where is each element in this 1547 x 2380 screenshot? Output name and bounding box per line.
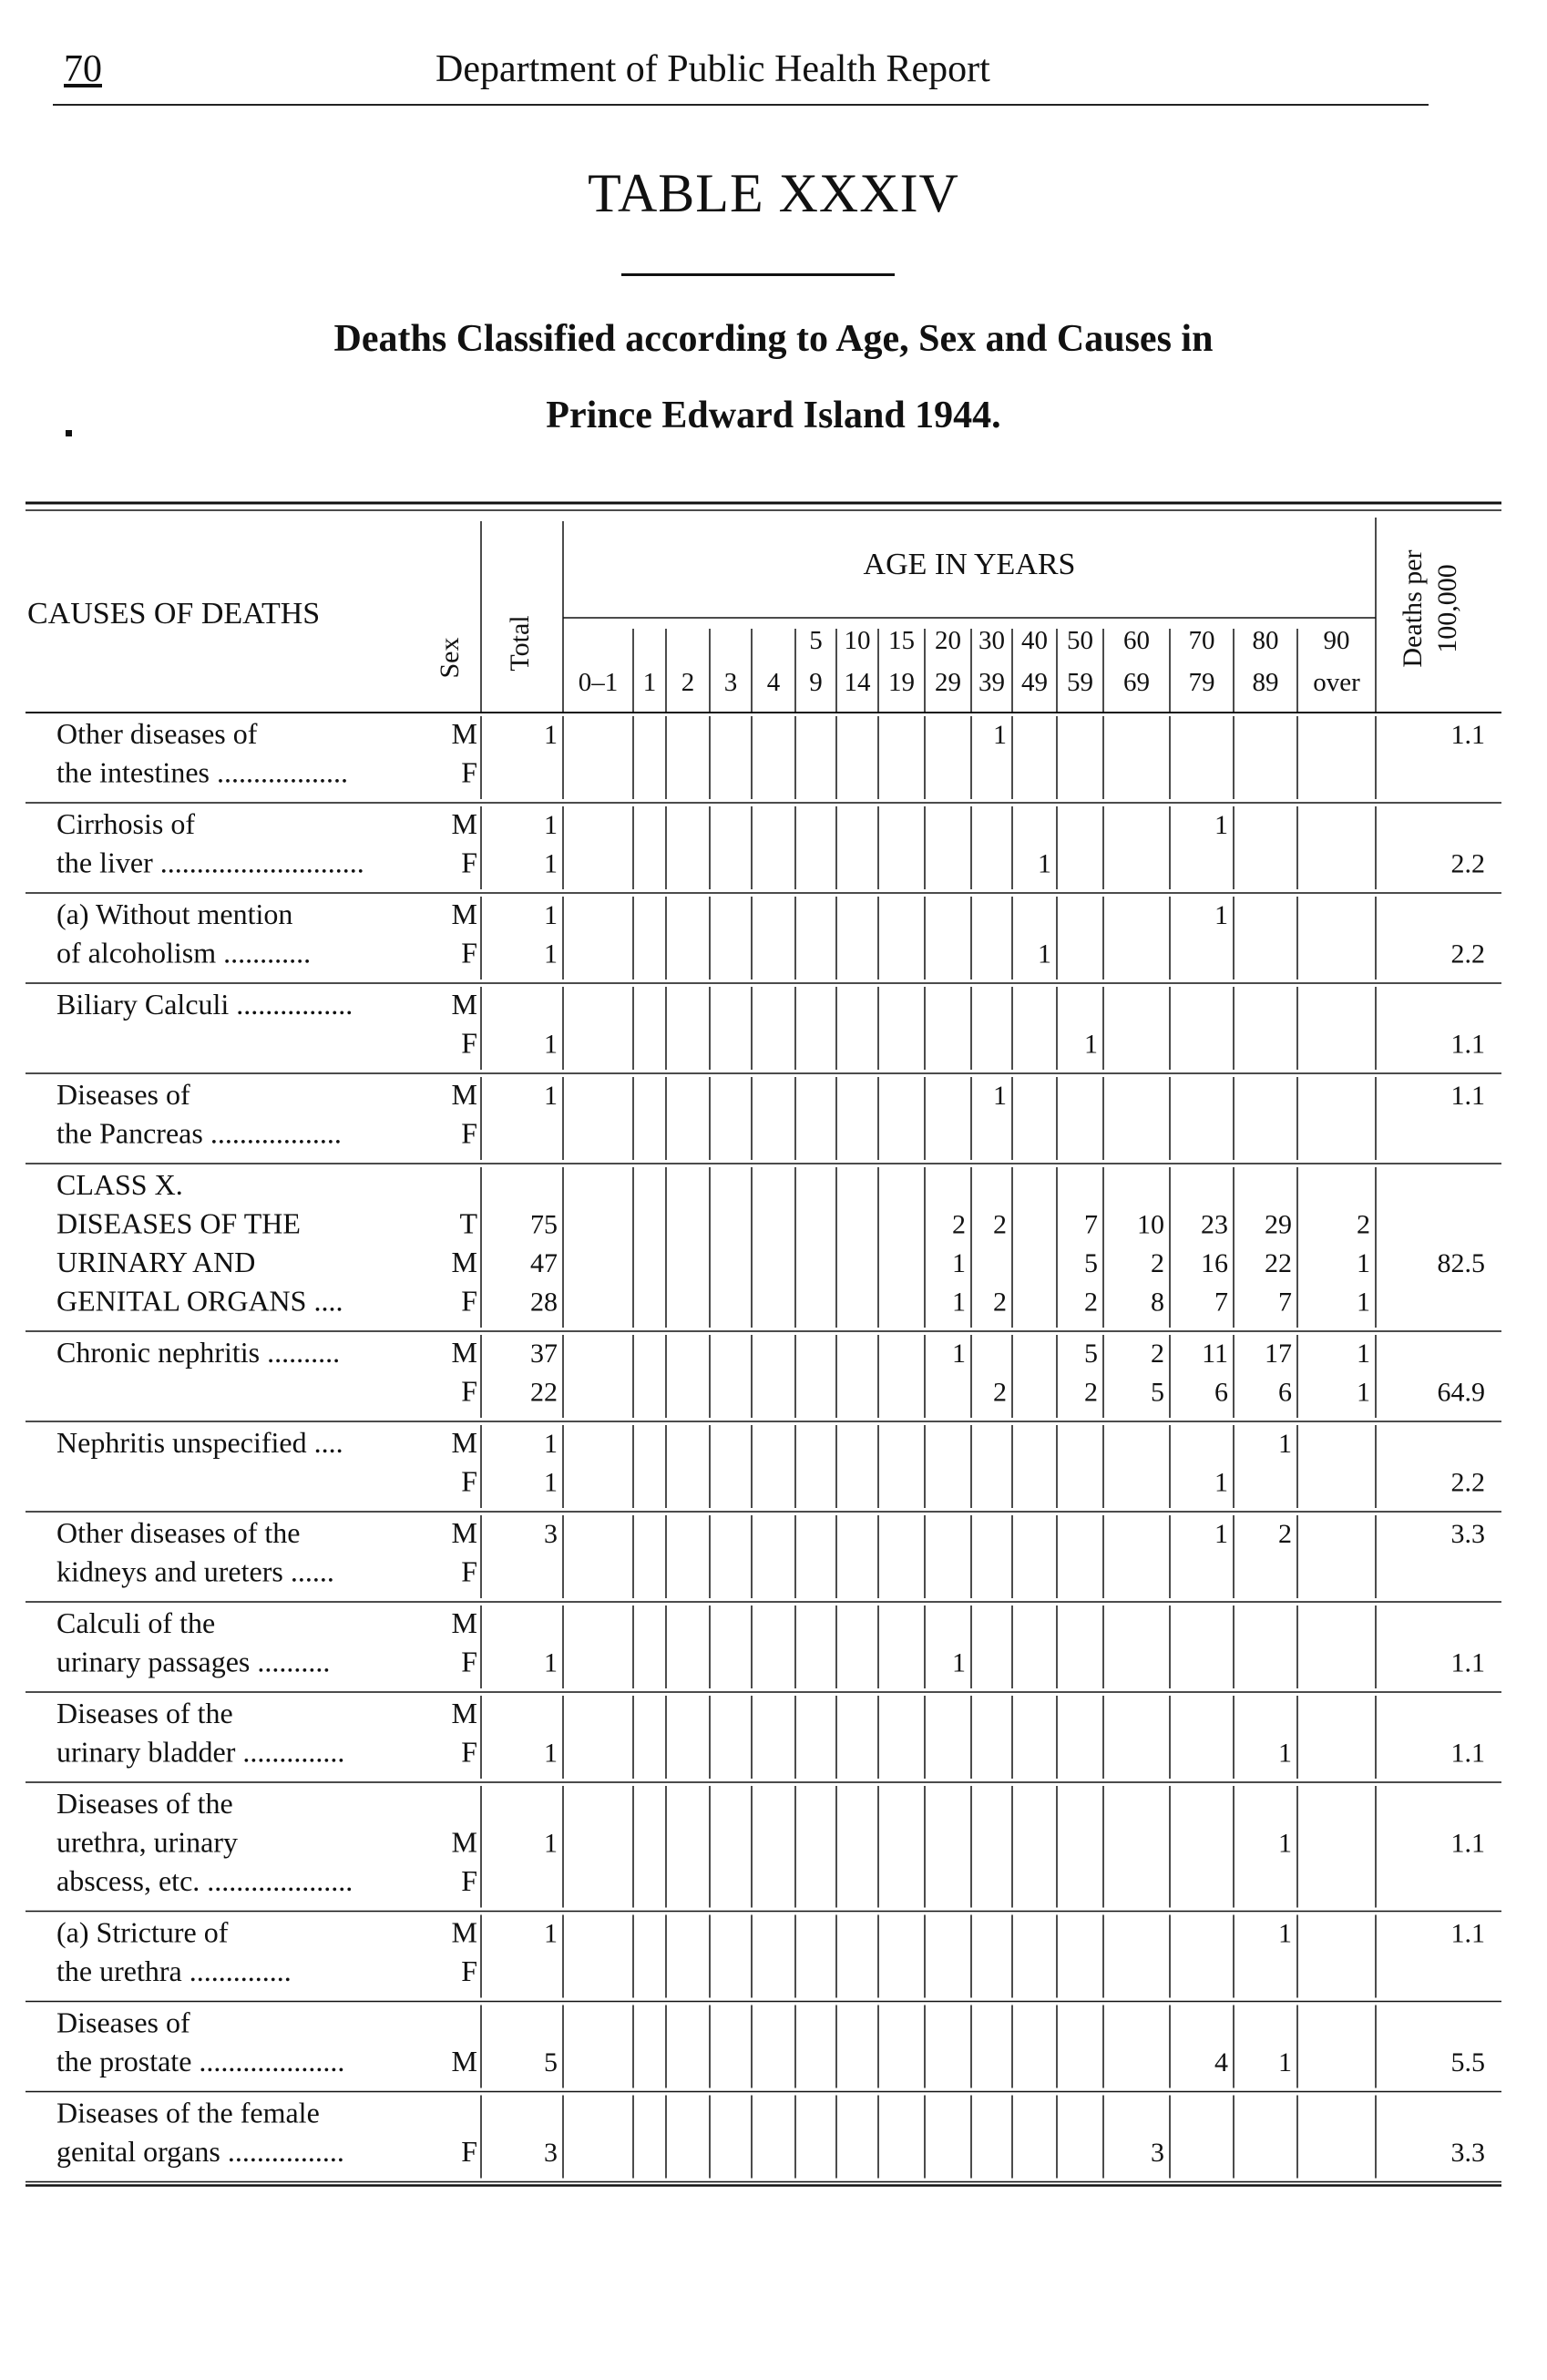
- cause-label: Diseases of the: [56, 1787, 233, 1820]
- age-column-label-bottom: 89: [1252, 668, 1279, 697]
- age-cell-value: 2: [1084, 1287, 1098, 1318]
- sex-value: M: [451, 1078, 477, 1111]
- age-column-label-top: 40: [1021, 626, 1048, 655]
- total-value: 1: [544, 810, 558, 840]
- sex-value: M: [451, 1825, 477, 1859]
- age-cell-value: 1: [1357, 1248, 1370, 1278]
- sex-value: M: [451, 1426, 477, 1459]
- sex-value: F: [461, 1645, 477, 1678]
- age-cell-value: 1: [952, 1287, 966, 1318]
- cause-label: abscess, etc. ....................: [56, 1864, 353, 1897]
- rate-value: 1.1: [1450, 1828, 1485, 1859]
- rate-value: 2.2: [1450, 848, 1485, 879]
- age-column-label-top: 10: [844, 626, 871, 655]
- sex-value: M: [451, 1246, 477, 1278]
- cause-label: CLASS X.: [56, 1168, 183, 1201]
- age-cell-value: 1: [1357, 1287, 1370, 1318]
- cause-label: Diseases of: [56, 2006, 190, 2039]
- total-value: 5: [544, 2047, 558, 2077]
- age-column-label-bottom: 39: [978, 668, 1005, 697]
- age-cell-value: 1: [1278, 1429, 1292, 1459]
- header-rate-line-1: Deaths per: [1398, 549, 1428, 668]
- sex-value: F: [461, 1954, 477, 1987]
- cause-label: Other diseases of the: [56, 1516, 301, 1549]
- age-cell-value: 1: [1038, 848, 1051, 879]
- age-column-label-bottom: 59: [1067, 668, 1093, 697]
- age-cell-value: 2: [1278, 1519, 1292, 1549]
- cause-label: Nephritis unspecified ....: [56, 1426, 343, 1459]
- age-cell-value: 1: [993, 1081, 1007, 1111]
- age-column-label: 0–1: [578, 668, 619, 697]
- age-cell-value: 2: [993, 1287, 1007, 1318]
- total-value: 1: [544, 1029, 558, 1060]
- sex-value: F: [461, 1116, 477, 1150]
- rate-value: 3.3: [1450, 1519, 1485, 1549]
- age-column-label-top: 80: [1252, 626, 1279, 655]
- sex-value: M: [451, 717, 477, 750]
- sex-value: M: [451, 1697, 477, 1729]
- table-title: TABLE XXXIV: [588, 163, 959, 223]
- cause-label: the urethra ..............: [56, 1954, 292, 1987]
- age-column-label-top: 15: [888, 626, 915, 655]
- cause-label: Diseases of the: [56, 1697, 233, 1729]
- age-cell-value: 17: [1265, 1339, 1292, 1369]
- age-cell-value: 1: [1214, 810, 1228, 840]
- rate-value: 82.5: [1437, 1248, 1485, 1278]
- age-column-label-bottom: 9: [809, 668, 823, 697]
- sex-value: F: [461, 1374, 477, 1408]
- total-value: 3: [544, 1519, 558, 1549]
- age-cell-value: 16: [1201, 1248, 1228, 1278]
- age-cell-value: 11: [1202, 1339, 1228, 1369]
- age-column-label-top: 5: [809, 626, 823, 655]
- age-column-label-bottom: over: [1313, 668, 1360, 697]
- age-column-label-bottom: 79: [1188, 668, 1215, 697]
- rate-value: 2.2: [1450, 1467, 1485, 1498]
- rate-value: 64.9: [1437, 1377, 1485, 1408]
- rate-value: 1.1: [1450, 1738, 1485, 1769]
- cause-label: of alcoholism ............: [56, 936, 312, 969]
- total-value: 47: [530, 1248, 558, 1278]
- sex-value: F: [461, 1464, 477, 1498]
- sex-value: F: [461, 936, 477, 969]
- age-cell-value: 2: [1084, 1377, 1098, 1408]
- age-cell-value: 6: [1278, 1377, 1292, 1408]
- age-cell-value: 10: [1137, 1209, 1164, 1240]
- rate-value: 2.2: [1450, 939, 1485, 969]
- age-column-label-bottom: 49: [1021, 668, 1048, 697]
- cause-label: genital organs ................: [56, 2135, 344, 2168]
- age-column-label-top: 70: [1188, 626, 1215, 655]
- cause-label: Calculi of the: [56, 1606, 216, 1639]
- total-value: 28: [530, 1287, 558, 1318]
- age-cell-value: 23: [1201, 1209, 1228, 1240]
- age-column-label: 1: [642, 668, 657, 697]
- subtitle-line-1: Deaths Classified according to Age, Sex and Causes in: [333, 318, 1214, 360]
- cause-label: (a) Without mention: [56, 898, 293, 930]
- sex-value: F: [461, 1284, 477, 1318]
- age-cell-value: 1: [1278, 1828, 1292, 1859]
- age-cell-value: 1: [993, 720, 1007, 750]
- total-value: 3: [544, 2138, 558, 2168]
- running-title: Department of Public Health Report: [435, 48, 990, 90]
- age-cell-value: 2: [1357, 1209, 1370, 1240]
- age-cell-value: 2: [993, 1377, 1007, 1408]
- age-column-label-top: 30: [978, 626, 1005, 655]
- cause-label: URINARY AND: [56, 1246, 256, 1278]
- total-value: 1: [544, 1738, 558, 1769]
- age-cell-value: 1: [952, 1248, 966, 1278]
- age-cell-value: 1: [1278, 1738, 1292, 1769]
- header-sex: Sex: [435, 637, 465, 679]
- age-column-label-bottom: 69: [1123, 668, 1150, 697]
- page-number: 70: [64, 48, 102, 90]
- sex-value: F: [461, 846, 477, 879]
- subtitle-line-2: Prince Edward Island 1944.: [546, 395, 1001, 436]
- age-cell-value: 7: [1278, 1287, 1292, 1318]
- cause-label: Diseases of: [56, 1078, 190, 1111]
- age-column-label-top: 90: [1323, 626, 1350, 655]
- sex-value: F: [461, 1735, 477, 1769]
- age-cell-value: 5: [1084, 1339, 1098, 1369]
- age-cell-value: 1: [1214, 1467, 1228, 1498]
- age-column-label-bottom: 29: [935, 668, 961, 697]
- sex-value: M: [451, 807, 477, 840]
- total-value: 1: [544, 720, 558, 750]
- cause-label: GENITAL ORGANS ....: [56, 1284, 343, 1318]
- age-cell-value: 2: [1151, 1248, 1164, 1278]
- cause-label: Cirrhosis of: [56, 807, 195, 840]
- age-cell-value: 1: [1357, 1339, 1370, 1369]
- rate-value: 3.3: [1450, 2138, 1485, 2168]
- age-cell-value: 6: [1214, 1377, 1228, 1408]
- age-cell-value: 1: [1278, 2047, 1292, 2077]
- cause-label: urethra, urinary: [56, 1825, 239, 1859]
- age-cell-value: 1: [952, 1339, 966, 1369]
- cause-label: the Pancreas ..................: [56, 1116, 342, 1150]
- total-value: 1: [544, 1081, 558, 1111]
- total-value: 1: [544, 848, 558, 879]
- cause-label: the prostate ....................: [56, 2045, 345, 2077]
- sex-value: M: [451, 898, 477, 930]
- cause-label: Other diseases of: [56, 717, 258, 750]
- age-cell-value: 1: [1084, 1029, 1098, 1060]
- total-value: 1: [544, 1647, 558, 1678]
- total-value: 1: [544, 1429, 558, 1459]
- cause-label: DISEASES OF THE: [56, 1206, 301, 1240]
- sex-value: M: [451, 1915, 477, 1949]
- cause-label: Biliary Calculi ................: [56, 988, 353, 1021]
- cause-label: urinary bladder ..............: [56, 1735, 345, 1769]
- age-cell-value: 1: [1214, 900, 1228, 930]
- age-cell-value: 1: [1038, 939, 1051, 969]
- age-cell-value: 3: [1151, 2138, 1164, 2168]
- age-cell-value: 5: [1151, 1377, 1164, 1408]
- age-cell-value: 4: [1214, 2047, 1228, 2077]
- sex-value: M: [451, 988, 477, 1021]
- total-value: 75: [530, 1209, 558, 1240]
- age-cell-value: 5: [1084, 1248, 1098, 1278]
- rate-value: 1.1: [1450, 1081, 1485, 1111]
- age-cell-value: 2: [1151, 1339, 1164, 1369]
- age-column-label: 3: [723, 668, 738, 697]
- cause-label: urinary passages ..........: [56, 1645, 331, 1678]
- cause-label: Chronic nephritis ..........: [56, 1336, 341, 1369]
- cause-label: kidneys and ureters ......: [56, 1554, 334, 1588]
- total-value: 37: [530, 1339, 558, 1369]
- total-value: 1: [544, 1467, 558, 1498]
- header-age-in-years: AGE IN YEARS: [863, 548, 1076, 581]
- sex-value: T: [459, 1206, 477, 1240]
- sex-value: M: [451, 1336, 477, 1369]
- rate-value: 1.1: [1450, 1647, 1485, 1678]
- cause-label: Diseases of the female: [56, 2096, 320, 2129]
- sex-value: F: [461, 1026, 477, 1060]
- age-column-label-top: 20: [935, 626, 961, 655]
- sex-value: M: [451, 1606, 477, 1639]
- rate-value: 1.1: [1450, 1029, 1485, 1060]
- age-column-label-bottom: 14: [844, 668, 871, 697]
- cause-label: the intestines ..................: [56, 755, 348, 789]
- age-cell-value: 7: [1084, 1209, 1098, 1240]
- age-cell-value: 1: [1357, 1377, 1370, 1408]
- cause-label: the liver ............................: [56, 846, 364, 879]
- sex-value: F: [461, 755, 477, 789]
- age-cell-value: 1: [952, 1647, 966, 1678]
- sex-value: M: [451, 1516, 477, 1549]
- sex-value: F: [461, 2135, 477, 2168]
- header-rate-line-2: 100,000: [1432, 564, 1462, 653]
- sex-value: F: [461, 1864, 477, 1897]
- age-column-label-top: 50: [1067, 626, 1093, 655]
- age-cell-value: 29: [1265, 1209, 1292, 1240]
- sex-value: M: [451, 2045, 477, 2077]
- age-cell-value: 2: [993, 1209, 1007, 1240]
- age-cell-value: 22: [1265, 1248, 1292, 1278]
- rate-value: 1.1: [1450, 720, 1485, 750]
- total-value: 1: [544, 900, 558, 930]
- total-value: 1: [544, 1828, 558, 1859]
- sex-value: F: [461, 1554, 477, 1588]
- age-cell-value: 1: [1214, 1519, 1228, 1549]
- age-cell-value: 1: [1278, 1918, 1292, 1949]
- header-total: Total: [505, 615, 535, 672]
- total-value: 1: [544, 1918, 558, 1949]
- age-cell-value: 8: [1151, 1287, 1164, 1318]
- age-column-label-top: 60: [1123, 626, 1150, 655]
- total-value: 22: [530, 1377, 558, 1408]
- cause-label: (a) Stricture of: [56, 1915, 229, 1949]
- age-column-label: 4: [766, 668, 781, 697]
- rate-value: 5.5: [1450, 2047, 1485, 2077]
- total-value: 1: [544, 939, 558, 969]
- header-causes: CAUSES OF DEATHS: [27, 597, 321, 631]
- age-column-label-bottom: 19: [888, 668, 915, 697]
- age-cell-value: 2: [952, 1209, 966, 1240]
- age-cell-value: 7: [1214, 1287, 1228, 1318]
- rate-value: 1.1: [1450, 1918, 1485, 1949]
- age-column-label: 2: [681, 668, 695, 697]
